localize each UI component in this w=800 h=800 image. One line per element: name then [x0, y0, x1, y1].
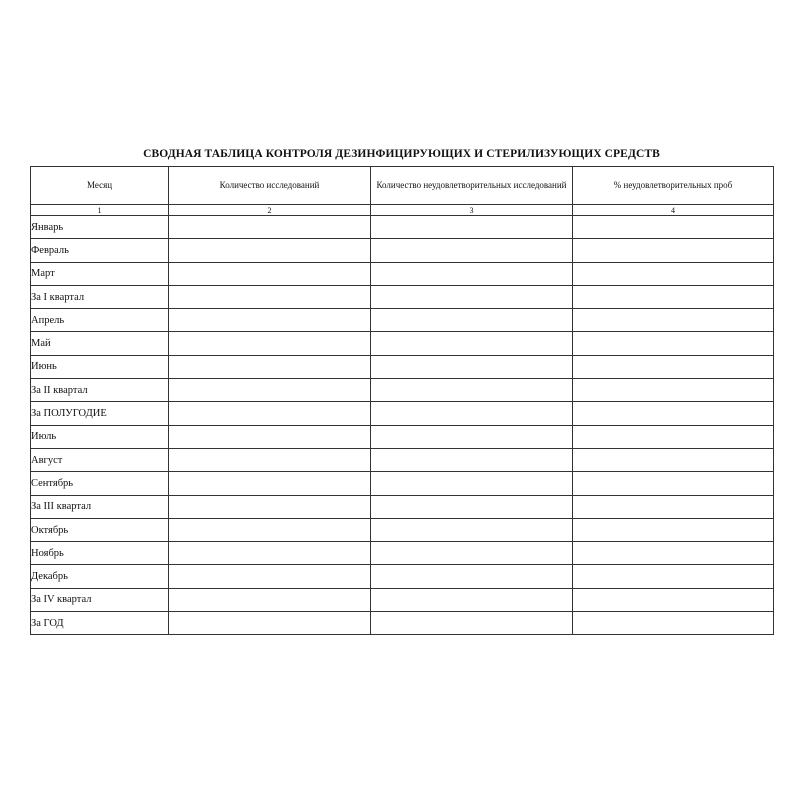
cell-unsatisfactory-count[interactable] — [371, 565, 573, 588]
row-label: Апрель — [31, 309, 169, 332]
table-row — [31, 402, 774, 425]
table-row — [31, 425, 774, 448]
column-number: 1 — [31, 205, 169, 216]
row-label: Февраль — [31, 239, 169, 262]
column-number: 4 — [573, 205, 774, 216]
cell-tests-count[interactable] — [169, 495, 371, 518]
cell-unsatisfactory-percent[interactable] — [573, 262, 774, 285]
table-row — [31, 542, 774, 565]
column-number-row — [31, 205, 774, 216]
cell-unsatisfactory-count[interactable] — [371, 332, 573, 355]
table-body — [31, 216, 774, 635]
cell-unsatisfactory-percent[interactable] — [573, 588, 774, 611]
cell-unsatisfactory-count[interactable] — [371, 262, 573, 285]
row-label: Октябрь — [31, 518, 169, 541]
row-label: Сентябрь — [31, 472, 169, 495]
summary-table — [30, 166, 774, 635]
cell-tests-count[interactable] — [169, 262, 371, 285]
table-row — [31, 612, 774, 635]
cell-unsatisfactory-percent[interactable] — [573, 425, 774, 448]
table-row — [31, 262, 774, 285]
table-row — [31, 355, 774, 378]
row-label: Июль — [31, 425, 169, 448]
cell-unsatisfactory-percent[interactable] — [573, 379, 774, 402]
cell-unsatisfactory-percent[interactable] — [573, 355, 774, 378]
table-row — [31, 309, 774, 332]
cell-unsatisfactory-percent[interactable] — [573, 332, 774, 355]
row-label: Март — [31, 262, 169, 285]
table-row — [31, 565, 774, 588]
cell-unsatisfactory-count[interactable] — [371, 379, 573, 402]
row-label: За ПОЛУГОДИЕ — [31, 402, 169, 425]
cell-unsatisfactory-count[interactable] — [371, 239, 573, 262]
cell-unsatisfactory-count[interactable] — [371, 542, 573, 565]
cell-unsatisfactory-count[interactable] — [371, 472, 573, 495]
cell-tests-count[interactable] — [169, 309, 371, 332]
cell-tests-count[interactable] — [169, 612, 371, 635]
column-header-month: Месяц — [31, 167, 169, 205]
cell-unsatisfactory-percent[interactable] — [573, 402, 774, 425]
row-label: Декабрь — [31, 565, 169, 588]
cell-unsatisfactory-count[interactable] — [371, 402, 573, 425]
cell-unsatisfactory-count[interactable] — [371, 588, 573, 611]
table-row — [31, 448, 774, 471]
page-title: СВОДНАЯ ТАБЛИЦА КОНТРОЛЯ ДЕЗИНФИЦИРУЮЩИХ И СТЕРИЛИЗУЮЩИХ СРЕДСТВ — [143, 148, 660, 160]
cell-tests-count[interactable] — [169, 448, 371, 471]
cell-unsatisfactory-percent[interactable] — [573, 472, 774, 495]
row-label: Август — [31, 448, 169, 471]
table-row — [31, 472, 774, 495]
cell-tests-count[interactable] — [169, 565, 371, 588]
cell-unsatisfactory-percent[interactable] — [573, 309, 774, 332]
cell-tests-count[interactable] — [169, 355, 371, 378]
column-header-unsatisfactory-count: Количество неудовлетворительных исследований — [371, 167, 573, 205]
cell-tests-count[interactable] — [169, 332, 371, 355]
cell-unsatisfactory-count[interactable] — [371, 612, 573, 635]
table-row — [31, 588, 774, 611]
cell-tests-count[interactable] — [169, 588, 371, 611]
cell-unsatisfactory-count[interactable] — [371, 285, 573, 308]
cell-unsatisfactory-count[interactable] — [371, 518, 573, 541]
cell-unsatisfactory-count[interactable] — [371, 309, 573, 332]
row-label: За IV квартал — [31, 588, 169, 611]
cell-unsatisfactory-percent[interactable] — [573, 448, 774, 471]
table-row — [31, 285, 774, 308]
cell-unsatisfactory-percent[interactable] — [573, 239, 774, 262]
row-label: За I квартал — [31, 285, 169, 308]
table-row — [31, 379, 774, 402]
row-label: За III квартал — [31, 495, 169, 518]
cell-tests-count[interactable] — [169, 542, 371, 565]
cell-tests-count[interactable] — [169, 285, 371, 308]
cell-unsatisfactory-percent[interactable] — [573, 285, 774, 308]
table-row — [31, 216, 774, 239]
table-row — [31, 239, 774, 262]
cell-tests-count[interactable] — [169, 518, 371, 541]
header-row — [31, 167, 774, 205]
cell-unsatisfactory-count[interactable] — [371, 355, 573, 378]
cell-unsatisfactory-count[interactable] — [371, 216, 573, 239]
cell-tests-count[interactable] — [169, 239, 371, 262]
cell-unsatisfactory-percent[interactable] — [573, 542, 774, 565]
row-label: Июнь — [31, 355, 169, 378]
cell-tests-count[interactable] — [169, 216, 371, 239]
row-label: Январь — [31, 216, 169, 239]
row-label: Май — [31, 332, 169, 355]
cell-tests-count[interactable] — [169, 425, 371, 448]
cell-tests-count[interactable] — [169, 379, 371, 402]
row-label: За II квартал — [31, 379, 169, 402]
table-row — [31, 332, 774, 355]
cell-unsatisfactory-count[interactable] — [371, 448, 573, 471]
table-row — [31, 518, 774, 541]
cell-tests-count[interactable] — [169, 472, 371, 495]
cell-unsatisfactory-count[interactable] — [371, 425, 573, 448]
table-row — [31, 495, 774, 518]
cell-unsatisfactory-percent[interactable] — [573, 216, 774, 239]
cell-unsatisfactory-percent[interactable] — [573, 518, 774, 541]
cell-unsatisfactory-percent[interactable] — [573, 612, 774, 635]
row-label: Ноябрь — [31, 542, 169, 565]
cell-unsatisfactory-percent[interactable] — [573, 565, 774, 588]
cell-unsatisfactory-percent[interactable] — [573, 495, 774, 518]
cell-tests-count[interactable] — [169, 402, 371, 425]
row-label: За ГОД — [31, 612, 169, 635]
column-header-unsatisfactory-percent: % неудовлетворительных проб — [573, 167, 774, 205]
cell-unsatisfactory-count[interactable] — [371, 495, 573, 518]
column-number: 3 — [371, 205, 573, 216]
column-header-tests-count: Количество исследований — [169, 167, 371, 205]
column-number: 2 — [169, 205, 371, 216]
